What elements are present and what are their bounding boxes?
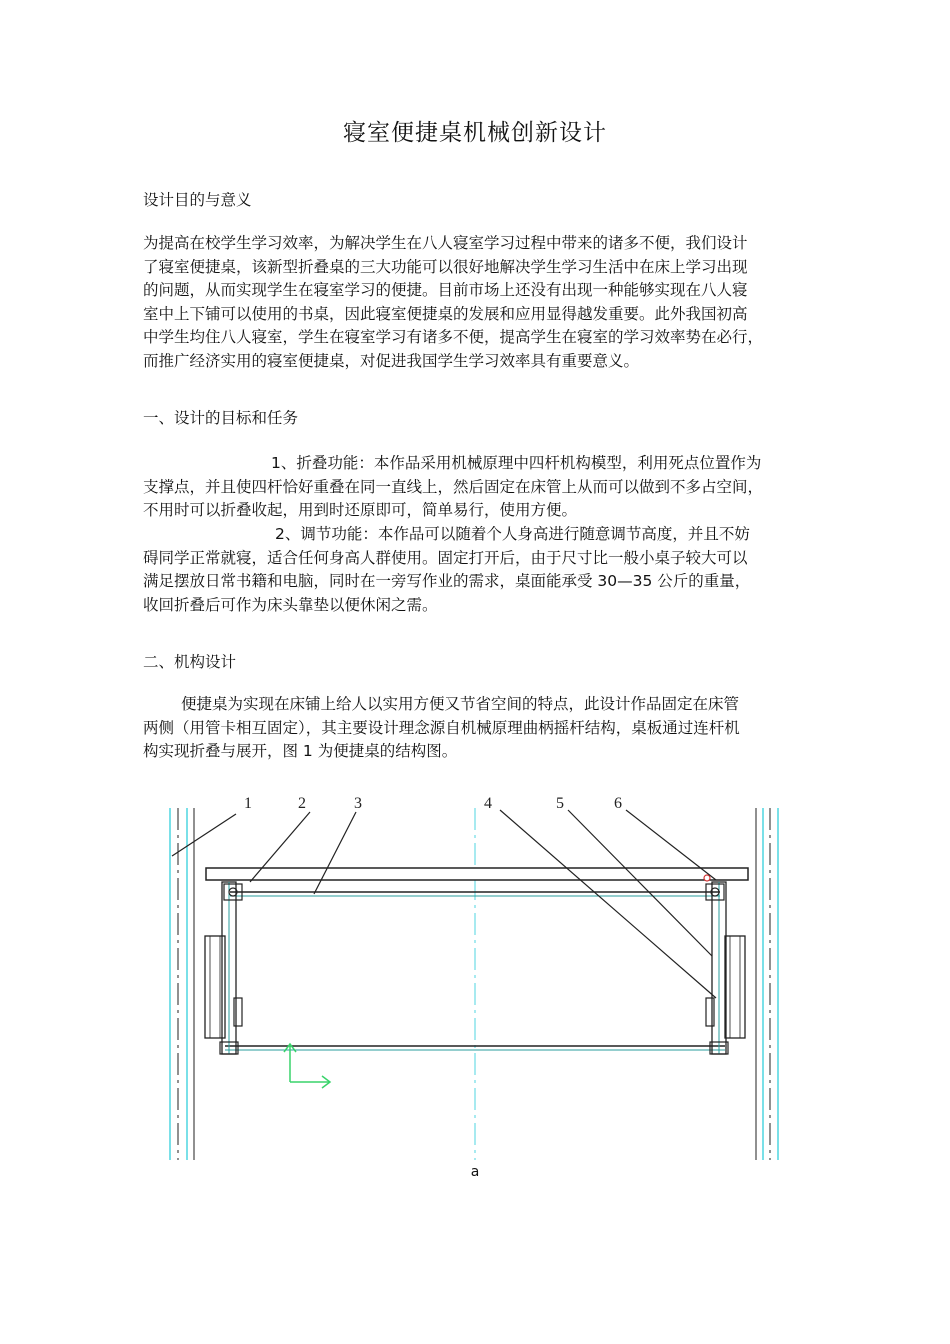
paragraph-line: 而推广经济实用的寝室便捷桌，对促进我国学生学习效率具有重要意义。 [143, 351, 640, 370]
paragraph-line: 了寝室便捷桌，该新型折叠桌的三大功能可以很好地解决学生学习生活中在床上学习出现 [143, 257, 748, 276]
document-title: 寝室便捷桌机械创新设计 [343, 120, 607, 146]
paragraph-line: 2、调节功能：本作品可以随着个人身高进行随意调节高度，并且不妨 [275, 525, 750, 543]
paragraph-adjust-function [143, 523, 813, 617]
paragraph-line: 支撑点，并且使四杆恰好重叠在同一直线上，然后固定在床管上从而可以做到不多占空间， [143, 477, 764, 496]
right-clamp [725, 936, 745, 1038]
paragraph-line: 1、折叠功能：本作品采用机械原理中四杆机构模型，利用死点位置作为 [271, 454, 762, 472]
paragraph-line: 收回折叠后可作为床头靠垫以便休闲之需。 [143, 595, 438, 614]
table-board [206, 868, 748, 880]
heading-goals: 一、设计的目标和任务 [143, 409, 299, 427]
heading-mechanism: 二、机构设计 [143, 653, 237, 671]
paragraph-mechanism [143, 693, 813, 764]
part-label-3: 3 [354, 795, 362, 812]
part-label-2: 2 [298, 795, 306, 812]
figure-caption: a [470, 1164, 480, 1180]
part-label-1: 1 [244, 795, 252, 812]
part-label-6: 6 [614, 795, 622, 812]
leader-lines [172, 810, 716, 998]
paragraph-fold-function [143, 452, 813, 523]
paragraph-line: 室中上下铺可以使用的书桌，因此寝室便捷桌的发展和应用显得越发重要。此外我国初高 [143, 304, 748, 323]
left-bed-pipe [170, 808, 194, 1160]
paragraph-line: 构实现折叠与展开，图 1 为便捷桌的结构图。 [143, 742, 458, 760]
paragraph-line: 便捷桌为实现在床铺上给人以实用方便又节省空间的特点，此设计作品固定在床管 [181, 695, 740, 713]
paragraph-purpose [143, 232, 813, 373]
paragraph-line: 两侧（用管卡相互固定），其主要设计理念源自机械原理曲柄摇杆结构，桌板通过连杆机 [143, 718, 740, 737]
paragraph-line: 不用时可以折叠收起，用到时还原即可，简单易行，使用方便。 [143, 501, 578, 519]
heading-purpose: 设计目的与意义 [143, 191, 252, 209]
paragraph-line: 中学生均住八人寝室，学生在寝室学习有诸多不便，提高学生在寝室的学习效率势在必行， [143, 328, 764, 346]
paragraph-line: 满足摆放日常书籍和电脑，同时在一旁写作业的需求，桌面能承受 30—35 公斤的重量， [143, 572, 751, 590]
structure-drawing [150, 790, 800, 1170]
paragraph-line: 的问题，从而实现学生在寝室学习的便捷。目前市场上还没有出现一种能够实现在八人寝 [143, 281, 748, 299]
paragraph-line: 为提高在校学生学习效率，为解决学生在八人寝室学习过程中带来的诸多不便，我们设计 [143, 234, 748, 252]
coordinate-axes [284, 1044, 330, 1088]
part-label-5: 5 [556, 795, 564, 812]
paragraph-line: 碍同学正常就寝，适合任何身高人群使用。固定打开后，由于尺寸比一般小桌子较大可以 [143, 548, 748, 567]
right-bed-pipe [756, 808, 778, 1160]
part-label-4: 4 [484, 795, 492, 812]
